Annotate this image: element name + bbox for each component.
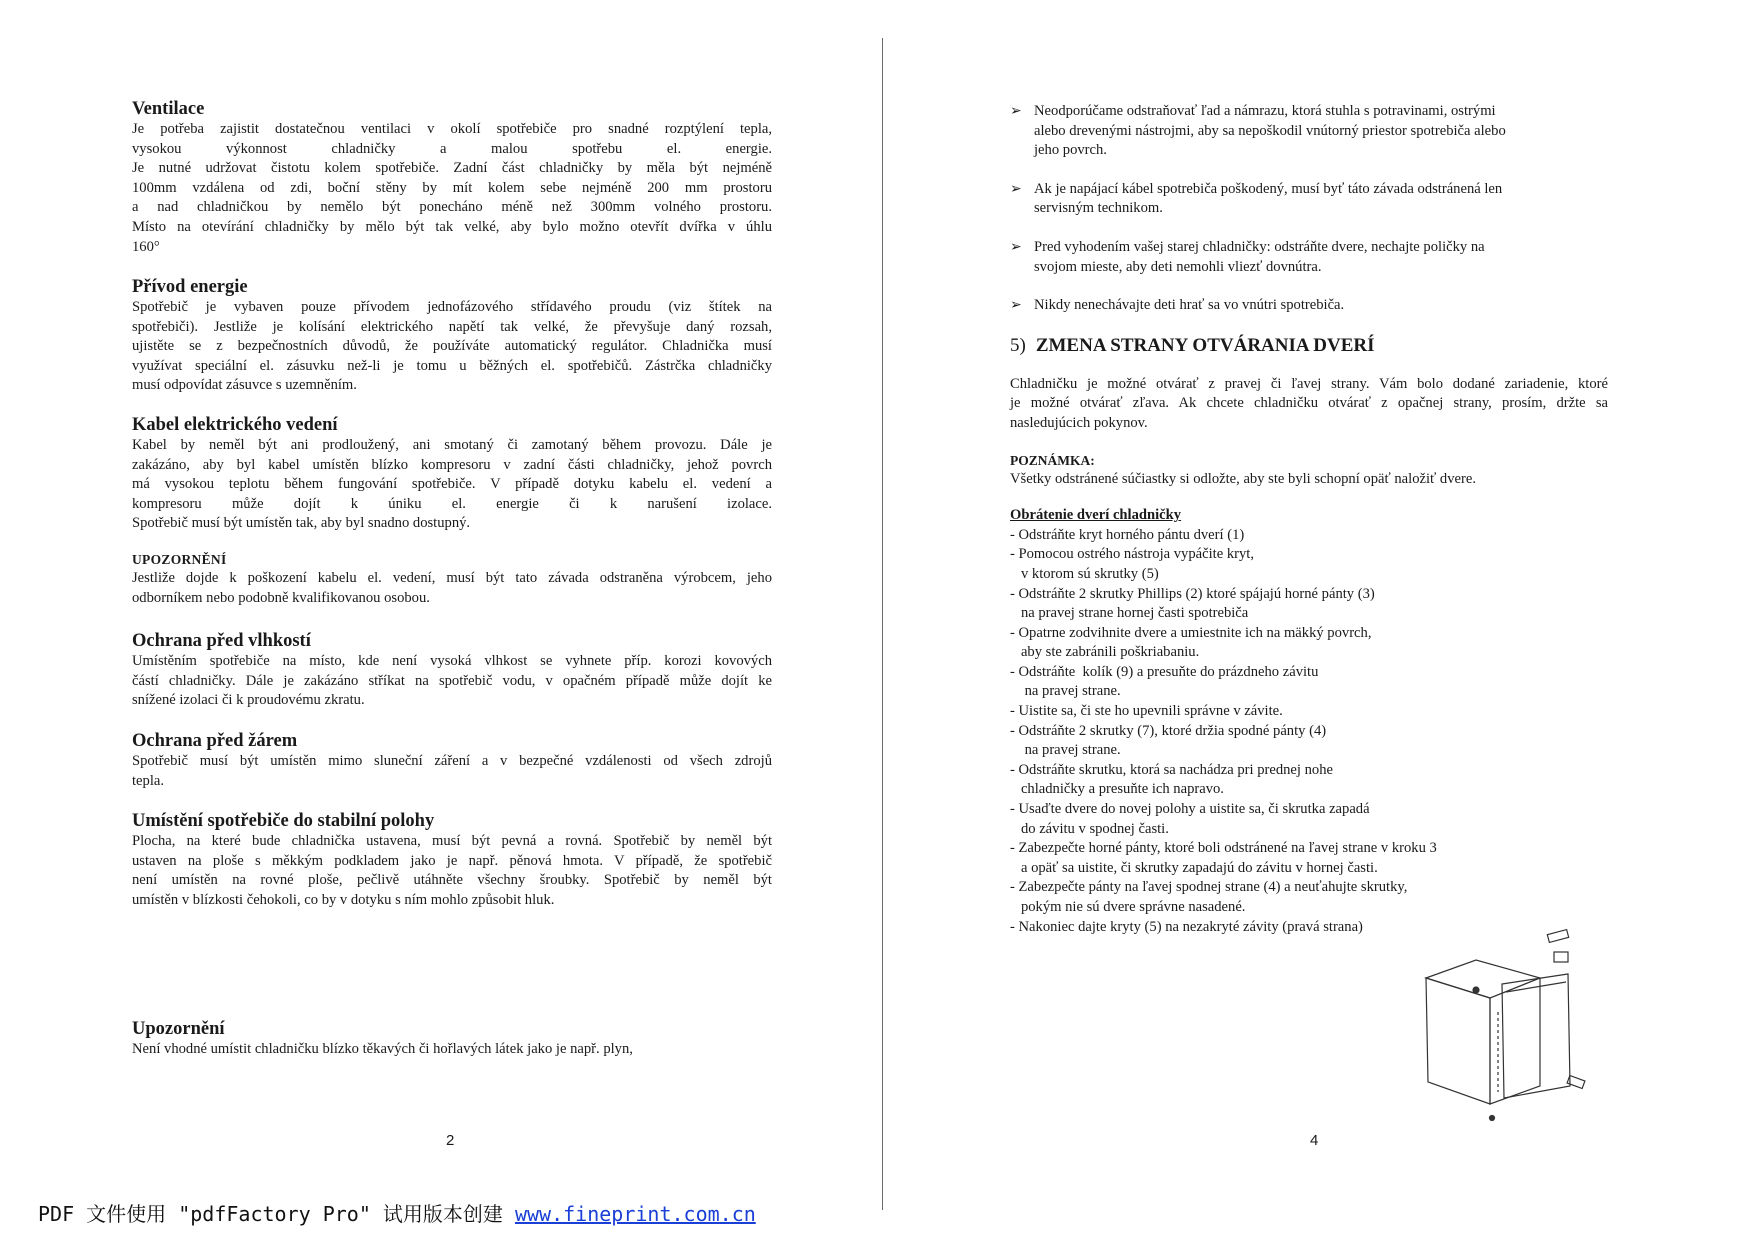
text-line: alebo drevenými nástrojmi, aby sa nepoškodil vnútorný priestor spotrebiča alebo — [1034, 122, 1506, 139]
section-2 — [132, 276, 772, 396]
section-title: Ventilace — [132, 99, 205, 119]
top-hinge — [1554, 952, 1568, 962]
section-4 — [132, 550, 772, 608]
text-line: svojom mieste, aby deti nemohli vliezť dovnútra. — [1034, 258, 1322, 275]
step-item: - Odstráňte 2 skrutky Phillips (2) ktoré spájajú horné pánty (3) — [1010, 585, 1375, 602]
warning-bullet — [1010, 238, 1608, 277]
step-item: - Odstráňte kolík (9) a presuňte do prázdneho závitu — [1010, 663, 1319, 680]
fridge-top — [1426, 960, 1540, 998]
steps-list — [1010, 526, 1608, 937]
section-title: Ochrana před žárem — [132, 731, 298, 751]
step-item: aby ste zabránili poškriabaniu. — [1010, 644, 1200, 661]
section-1 — [132, 98, 772, 257]
text-line: snížené izolaci či k proudovému zkratu. — [132, 692, 365, 709]
arrow-bullet-icon: ➢ — [1010, 239, 1022, 255]
hinge-cover — [1547, 930, 1568, 943]
fridge-door — [1502, 974, 1570, 1098]
right-page — [1010, 102, 1608, 937]
text-line: Jestliže dojde k poškození kabelu el. vedení, musí být tato závada odstraněna výrobcem, jeho — [132, 570, 772, 586]
step-item: - Pomocou ostrého nástroja vypáčite kryt, — [1010, 546, 1254, 563]
text-line: Chladničku je možné otvárať z pravej či ľavej strany. Vám bolo dodané zariadenie, ktoré — [1010, 375, 1608, 392]
warning-bullet — [1010, 296, 1608, 316]
text-line: Spotřebič je vybaven pouze přívodem jednofázového střídavého proudu (viz štítek na — [132, 299, 772, 315]
text-line: Spotřebič musí být umístěn mimo sluneční záření a v bezpečné vzdálenosti od všech zdrojů — [132, 753, 772, 769]
step-item: v ktorom sú skrutky (5) — [1010, 565, 1159, 582]
text-line: tepla. — [132, 772, 165, 789]
text-line: má vysokou teplotu během fungování spotřebiče. V případě dotyku kabelu el. vedení a — [132, 476, 772, 493]
text-line: Pred vyhodením vašej starej chladničky: odstráňte dvere, nechajte poličky na — [1034, 238, 1485, 255]
note-label: POZNÁMKA: — [1010, 452, 1095, 468]
pdf-footer — [38, 1198, 756, 1227]
page-divider — [882, 38, 883, 1210]
text-line: Místo na otevírání chladničky by mělo být tak velké, aby bylo možno otevřít dvířka v úhlu — [132, 218, 772, 235]
text-line: vysokou výkonnost chladničky a malou spotřebu el. energie. — [132, 140, 772, 157]
intro-paragraph — [1010, 375, 1608, 434]
text-line: není umístěn na rovné ploše, pečlivě utáhněte všechny šroubky. Spotřebič by neměl být — [132, 872, 772, 889]
text-line: nasledujúcich pokynov. — [1010, 414, 1148, 431]
section-body — [132, 752, 772, 791]
step-item: chladničky a presuňte ich napravo. — [1010, 781, 1224, 798]
step-item: do závitu v spodnej časti. — [1010, 820, 1169, 837]
section-title: Ochrana před vlhkostí — [132, 631, 311, 651]
text-line: 160° — [132, 238, 160, 255]
section-6 — [132, 730, 772, 791]
text-line: Neodporúčame odstraňovať ľad a námrazu, ktorá stuhla s potravinami, ostrými — [1034, 103, 1496, 119]
note-text: Všetky odstránené súčiastky si odložte, aby ste byli schopní opäť naložiť dvere. — [1010, 470, 1476, 487]
section-title: ZMENA STRANY OTVÁRANIA DVERÍ — [1035, 334, 1375, 356]
step-item: na pravej strane. — [1010, 683, 1121, 700]
section-body — [132, 652, 772, 711]
steps-title: Obrátenie dverí chladničky — [1010, 507, 1182, 524]
text-line: 100mm vzdálena od zdi, boční stěny by mít kolem sebe nejméně 200 mm prostoru — [132, 179, 772, 196]
text-line: ujistěte se z bezpečnostních důvodů, že používáte automatický regulátor. Chladnička musí — [132, 338, 772, 355]
text-line: Kabel by neměl být ani prodloužený, ani smotaný či zamotaný během provozu. Dále je — [132, 437, 772, 453]
right-page-number: 4 — [1310, 1132, 1319, 1149]
section-title: Umístění spotřebiče do stabilní polohy — [132, 811, 435, 831]
text-line: zakázáno, aby byl kabel umístěn blízko kompresoru v zadní části chladničky, jehož povrch — [132, 456, 772, 473]
text-line: odborníkem nebo podobně kvalifikovanou osobou. — [132, 589, 430, 606]
warning-bullet — [1010, 102, 1608, 161]
section-title: Kabel elektrického vedení — [132, 415, 338, 435]
section-7 — [132, 810, 772, 910]
arrow-bullet-icon: ➢ — [1010, 181, 1022, 197]
text-line: Spotřebič musí být umístěn tak, aby byl snadno dostupný. — [132, 515, 471, 532]
text-line: využívat speciální el. zásuvku než-li je tomu u běžných el. spotřebičů. Zástrčka chladničky — [132, 357, 772, 374]
text-line: Nikdy nenechávajte deti hrať sa vo vnútri spotrebiča. — [1034, 297, 1345, 314]
text-line: Ak je napájací kábel spotrebiča poškodený, musí byť táto závada odstránená len — [1034, 180, 1503, 197]
arrow-bullet-icon: ➢ — [1010, 298, 1022, 314]
step-item: pokým nie sú dvere správne nasadené. — [1010, 899, 1246, 915]
step-item: - Odstráňte 2 skrutky (7), ktoré držia spodné pánty (4) — [1010, 722, 1327, 739]
text-line: je možné otvárať zľava. Ak chcete chladničku otvárať z opačnej strany, prosím, držte sa — [1010, 395, 1608, 412]
text-line: kompresoru může dojít k úniku el. energie či k narušení izolace. — [132, 495, 772, 512]
warning-bullet — [1010, 180, 1608, 219]
section-body — [132, 832, 772, 910]
section-heading — [1010, 334, 1608, 358]
text-line: musí odpovídat zásuvce s uzemněním. — [132, 377, 357, 394]
text-line: umístěn v blízkosti čehokoli, co by v dotyku s ním mohlo způsobit hluk. — [132, 891, 555, 908]
footer-link[interactable]: www.fineprint.com.cn — [514, 1202, 756, 1226]
text-line: Je potřeba zajistit dostatečnou ventilaci v okolí spotřebiče pro snadné rozptýlení tepla, — [132, 121, 772, 137]
text-line: Plocha, na které bude chladnička ustavena, musí být pevná a rovná. Spotřebič by neměl být — [132, 833, 772, 849]
step-item: na pravej strane hornej časti spotrebiča — [1010, 605, 1249, 622]
text-line: jeho povrch. — [1034, 142, 1107, 159]
step-item: - Opatrne zodvihnite dvere a umiestnite ich na mäkký povrch, — [1010, 624, 1372, 641]
section-number: 5) — [1010, 334, 1026, 356]
section-title: Upozornění — [132, 1019, 225, 1039]
text-line: ustaven na ploše s měkkým podkladem jako je např. pěnová hmota. V případě, že spotřebič — [132, 852, 772, 869]
footer-text: PDF 文件使用 "pdfFactory Pro" 试用版本创建 — [38, 1202, 515, 1226]
section-5 — [132, 630, 772, 711]
text-line: Umístěním spotřebiče na místo, kde není vysoká vlhkost se vyhnete příp. korozi kovových — [132, 653, 772, 669]
text-line: servisným technikom. — [1034, 200, 1163, 217]
step-item: - Nakoniec dajte kryty (5) na nezakryté závity (pravá strana) — [1010, 918, 1363, 935]
section-3 — [132, 414, 772, 534]
section-title: UPOZORNĚNÍ — [132, 552, 227, 567]
warning-bullets — [1010, 102, 1608, 316]
step-item: - Usaďte dvere do novej polohy a uistite sa, či skrutka zapadá — [1010, 801, 1370, 818]
section-8 — [132, 1018, 772, 1060]
step-item: - Uistite sa, či ste ho upevnili správne v závite. — [1010, 703, 1283, 720]
arrow-bullet-icon: ➢ — [1010, 104, 1022, 119]
section-body — [132, 1040, 772, 1060]
fridge-side — [1426, 978, 1490, 1104]
step-item: na pravej strane. — [1010, 742, 1121, 759]
left-page-number: 2 — [446, 1132, 455, 1149]
step-item: a opäť sa uistite, či skrutky zapadajú do závitu v hornej časti. — [1010, 859, 1378, 876]
step-item: - Odstráňte skrutku, ktorá sa nachádza pri prednej nohe — [1010, 761, 1333, 778]
step-item: - Zabezpečte pánty na ľavej spodnej strane (4) a neuťahujte skrutky, — [1010, 879, 1408, 896]
section-body — [132, 298, 772, 396]
section-title: Přívod energie — [132, 277, 248, 297]
section-body — [132, 436, 772, 534]
text-line: a nad chladničkou by nemělo být ponecháno méně než 300mm volného prostoru. — [132, 199, 772, 216]
text-line: Je nutné udržovat čistotu kolem spotřebiče. Zadní část chladničky by měla být nejméně — [132, 160, 772, 177]
text-line: Není vhodné umístit chladničku blízko těkavých či hořlavých látek jako je např. plyn, — [132, 1041, 633, 1057]
step-item: - Odstráňte kryt horného pántu dverí (1) — [1010, 526, 1245, 543]
text-line: částí chladničky. Dále je zakázáno stříkat na spotřebič vodu, v opačném případě může dojít ke — [132, 672, 772, 689]
section-body — [132, 120, 772, 257]
fridge-diagram-image — [1420, 922, 1600, 1132]
step-item: - Zabezpečte horné pánty, ktoré boli odstránené na ľavej strane v kroku 3 — [1010, 840, 1437, 857]
text-line: spotřebiči). Jestliže je kolísání elektrického napětí tak velké, že převyšuje daný rozsah, — [132, 318, 772, 335]
section-body — [132, 569, 772, 608]
